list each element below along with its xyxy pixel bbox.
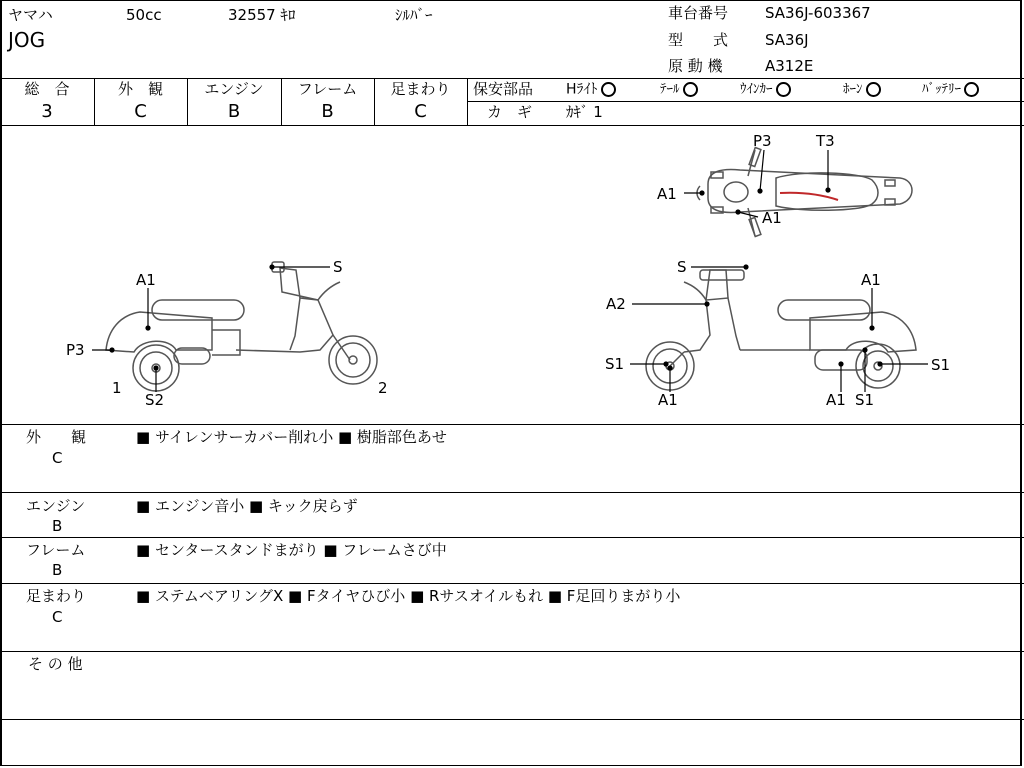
note-label-suspension: 足まわり [26,587,87,605]
grade-total-label: 総 合 [24,80,70,98]
note-grade-exterior: C [52,449,63,467]
divider [0,424,1024,425]
label-a1: A1 [136,271,156,289]
safety-label: 保安部品 [473,80,534,98]
label-s2: S2 [145,391,165,409]
ok-circle-icon [776,82,791,97]
grade-suspension-label: 足まわり [390,80,451,98]
label-s1: S1 [931,356,951,374]
headlight-label: Hﾗｲﾄ [566,81,598,98]
displacement: 50cc [126,6,162,24]
label-a1: A1 [658,391,678,409]
note-text-engine: ■ エンジン音小 ■ キック戻らず [136,497,358,515]
grade-engine: B [227,101,241,122]
label-p3: P3 [753,132,772,150]
label-2: 2 [378,379,388,397]
divider [0,492,1024,493]
grade-suspension: C [414,101,427,122]
safety-tail [660,82,698,97]
safety-headlight [566,82,616,97]
ok-circle-icon [964,82,979,97]
label-t3: T3 [816,132,835,150]
type-label: 型 式 [668,31,729,49]
label-s: S [333,258,343,276]
frame-no-label: 車台番号 [668,4,729,22]
grade-total: 3 [41,101,53,122]
note-label-frame: フレーム [26,541,86,559]
note-label-other: そ の 他 [28,655,83,673]
model-name: JOG [8,28,46,52]
note-grade-suspension: C [52,608,63,626]
winker-label: ｳｲﾝｶｰ [740,82,773,97]
divider [0,651,1024,652]
label-a1: A1 [861,271,881,289]
key-label: カ ギ [487,103,533,121]
tail-label: ﾃｰﾙ [660,82,680,97]
scooter-diagram [0,126,1024,424]
divider [0,537,1024,538]
label-a1: A1 [826,391,846,409]
grade-frame-label: フレーム [297,80,358,98]
divider [0,78,1024,79]
grade-frame: B [321,101,334,122]
label-p3: P3 [66,341,85,359]
label-a1: A1 [762,209,782,227]
engine-value: A312E [765,57,814,75]
divider [0,583,1024,584]
label-a1: A1 [657,185,677,203]
ok-circle-icon [866,82,881,97]
note-label-exterior: 外 観 [26,428,87,446]
mileage: 32557 ｷﾛ [228,6,296,24]
grade-engine-label: エンジン [204,80,264,98]
safety-battery [922,82,979,97]
ok-circle-icon [601,82,616,97]
label-a2: A2 [606,295,626,313]
note-grade-engine: B [52,517,63,535]
note-label-engine: エンジン [26,497,86,515]
note-text-suspension: ■ ステムベアリングX ■ Fタイヤひび小 ■ Rサスオイルもれ ■ F足回りまがり小 [136,587,681,605]
grade-exterior-label: 外 観 [117,80,163,98]
maker: ヤマハ [8,6,53,24]
grade-exterior: C [134,101,147,122]
label-s1: S1 [605,355,625,373]
label-s1: S1 [855,391,875,409]
type-value: SA36J [765,31,809,49]
divider [467,78,468,125]
ok-circle-icon [683,82,698,97]
label-1: 1 [112,379,122,397]
color: ｼﾙﾊﾞｰ [395,6,433,24]
horn-label: ﾎｰﾝ [843,82,863,97]
divider [0,719,1024,720]
note-text-exterior: ■ サイレンサーカバー削れ小 ■ 樹脂部色あせ [136,428,447,446]
label-s: S [677,258,687,276]
note-text-frame: ■ センタースタンドまがり ■ フレームさび中 [136,541,447,559]
frame-no: SA36J-603367 [765,4,871,22]
safety-horn [843,82,881,97]
safety-winker [740,82,791,97]
engine-label: 原 動 機 [668,57,723,75]
note-grade-frame: B [52,561,63,579]
scratch-mark [780,193,838,200]
battery-label: ﾊﾞｯﾃﾘｰ [922,82,961,97]
key-value: ｶｷﾞ 1 [566,103,603,121]
divider [468,101,1024,102]
top-view-scooter [697,148,912,237]
